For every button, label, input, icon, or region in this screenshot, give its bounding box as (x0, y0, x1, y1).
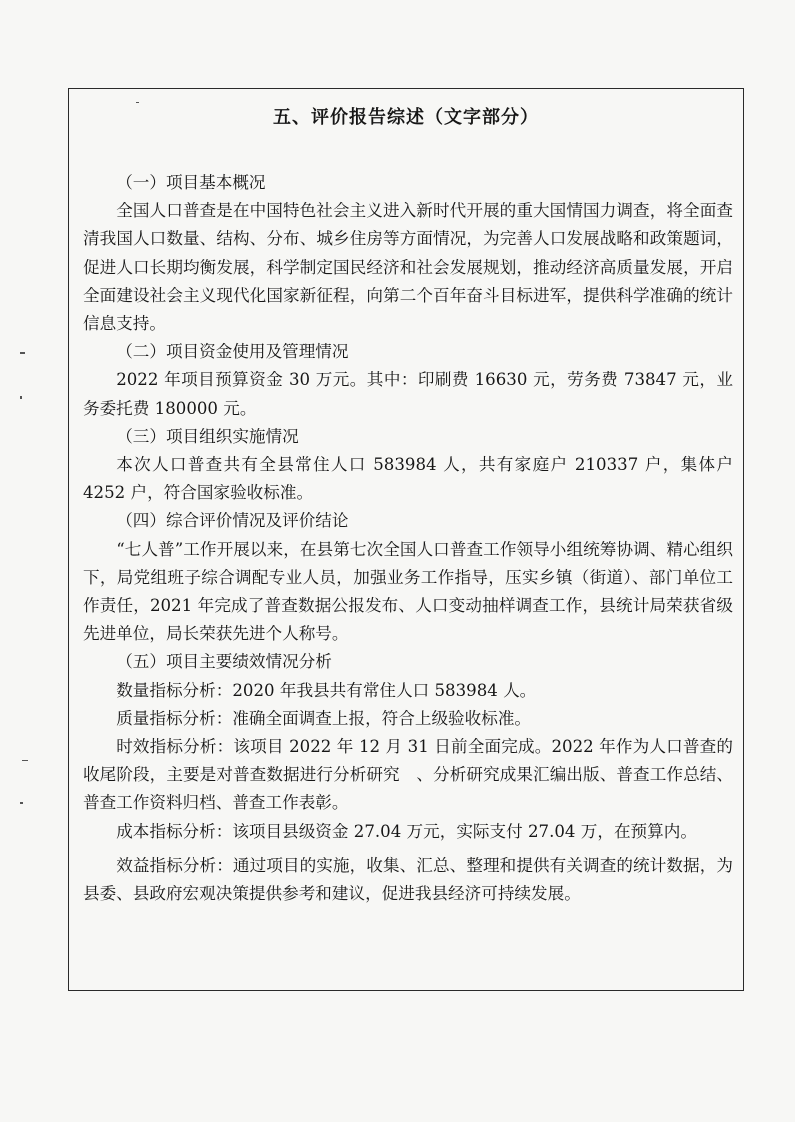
section-paragraph-4-1: “七人普”工作开展以来，在县第七次全国人口普查工作领导小组统筹协调、精心组织下，局党组班子综合调配专业人员，加强业务工作指导，压实乡镇（街道）、部门单位工作责任，2021 年完成了普查数据公报发布、人口变动抽样调查工作，县统计局荣获省级先进单位，局长荣获先进个人称号。 (83, 539, 733, 644)
quality-indicator-paragraph: 质量指标分析：准确全面调查上报，符合上级验收标准。 (116, 708, 532, 728)
section-heading-3: （三）项目组织实施情况 (116, 426, 299, 446)
scan-speck (20, 802, 23, 804)
quantity-indicator-paragraph: 数量指标分析：2020 年我县共有常住人口 583984 人。 (116, 680, 537, 700)
report-frame (68, 88, 744, 991)
report-body (83, 169, 733, 908)
benefit-indicator-paragraph: 效益指标分析：通过项目的实施，收集、汇总、整理和提供有关调查的统计数据，为县委、县政府宏观决策提供参考和建议，促进我县经济可持续发展。 (83, 855, 733, 904)
section-paragraph-3-1: 本次人口普查共有全县常住人口 583984 人，共有家庭户 210337 户，集体户 4252 户，符合国家验收标准。 (83, 455, 733, 503)
scan-speck (20, 396, 22, 399)
scan-speck (136, 102, 139, 103)
cost-indicator-paragraph: 成本指标分析：该项目县级资金 27.04 万元，实际支付 27.04 万，在预算内。 (116, 821, 697, 841)
scan-speck (20, 352, 25, 354)
scan-speck (22, 760, 28, 761)
section-heading-1: （一）项目基本概况 (116, 173, 266, 192)
section-heading-4: （四）综合评价情况及评价结论 (116, 511, 349, 531)
section-heading-5: （五）项目主要绩效情况分析 (116, 652, 332, 672)
page-title: 五、评价报告综述（文字部分） (273, 107, 539, 128)
timeliness-indicator-paragraph: 时效指标分析：该项目 2022 年 12 月 31 日前全面完成。2022 年作为人口普查的收尾阶段，主要是对普查数据进行分析研究 、分析研究成果汇编出版、普查工作总结、普查工作资料归档、普查工作表彰。 (83, 737, 733, 813)
section-heading-2: （二）项目资金使用及管理情况 (116, 342, 349, 362)
section-paragraph-1-1: 全国人口普查是在中国特色社会主义进入新时代开展的重大国情国力调查，将全面查清我国人口数量、结构、分布、城乡住房等方面情况，为完善人口发展战略和政策题词，促进人口长期均衡发展，科学制定国民经济和社会发展规划，推动经济高质量发展，开启全面建设社会主义现代化国家新征程，向第二个百年奋斗目标进军，提供科学准确的统计信息支持。 (83, 201, 733, 334)
section-paragraph-2-1: 2022 年项目预算资金 30 万元。其中：印刷费 16630 元，劳务费 73847 元，业务委托费 180000 元。 (83, 370, 733, 418)
